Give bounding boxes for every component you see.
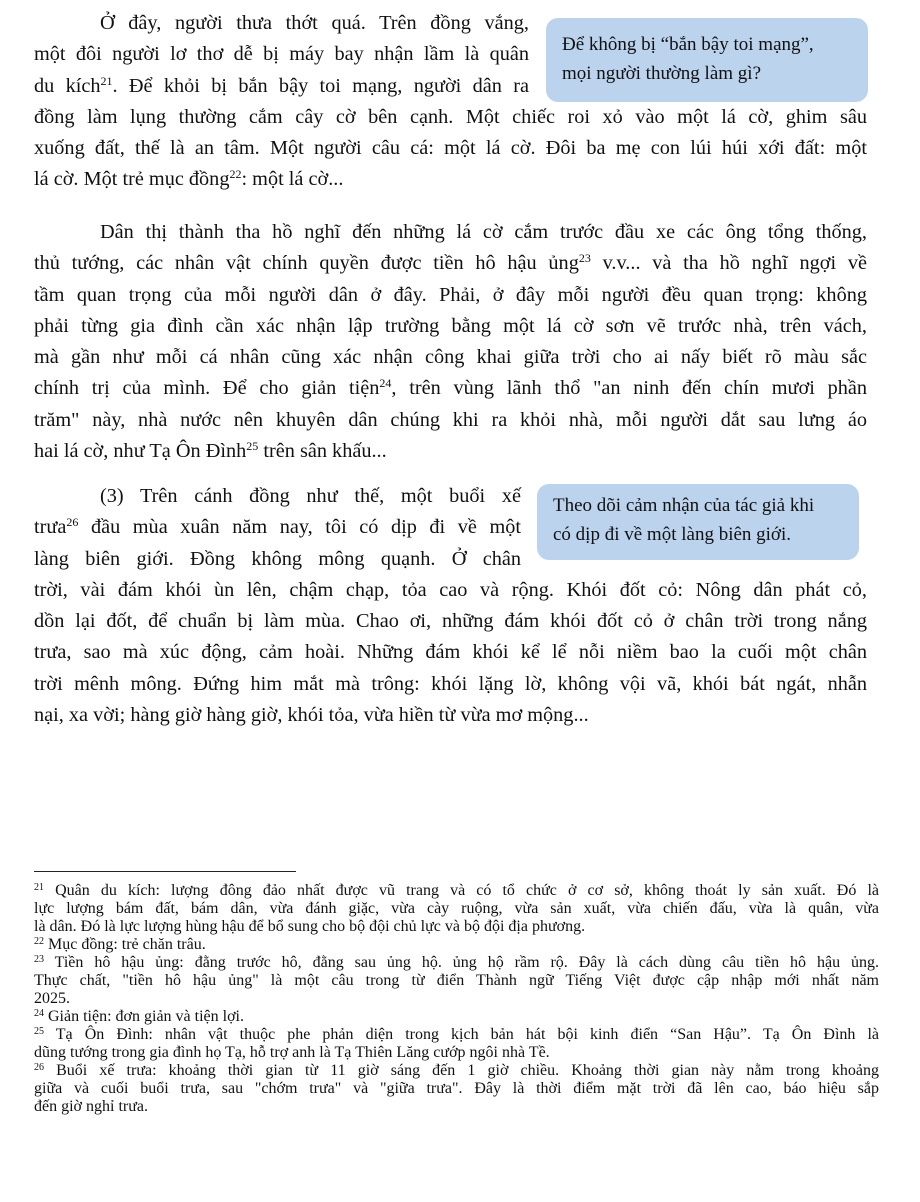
text-line [34,1062,879,1080]
text-run: tầm quan trọng của mỗi người dân ở đây. Phải, ở đây mỗi người đều quan trọng: không [34,283,867,306]
text-line [34,900,879,918]
footnote-ref: 25 [246,439,259,454]
note-line: Để không bị “bắn bậy toi mạng”, [562,34,814,55]
footnote-ref: 22 [229,167,242,182]
text-run: một đôi người lơ thơ dễ bị máy bay nhận lầm là quân [34,43,529,66]
text-run: phải từng gia đình cần xác nhận lập trường bằng một lá cờ sơn vẽ trước nhà, trên vách, [34,314,867,337]
text-run: Tạ Ôn Đình: nhân vật thuộc phe phản diện trong kịch bản hát bội kinh điển “San Hậu”. Tạ Ôn Đình là [44,1026,879,1043]
text-run: Dân thị thành tha hồ nghĩ đến những lá cờ cắm trước đầu xe các ông tổng thống, [100,221,867,243]
text-line [34,311,867,342]
text-run: , trên vùng lãnh thổ "an ninh đến chín mươi phần [391,377,867,400]
text-run: giữa và cuối buổi trưa, sau "chớm trưa" và "giữa trưa". Đây là thời điểm mặt trời đã lên cao, báo hiệu sắp [34,1080,879,1097]
text-line [34,882,879,900]
note-line: Theo dõi cảm nhận của tác giả khi [553,495,815,516]
text-run: làng biên giới. Đồng không mông quạnh. Ở chân [34,547,521,570]
text-run: trưa [34,516,67,539]
text-line [34,954,879,972]
text-run: đến giờ nghỉ trưa. [34,1098,148,1115]
text-run: Thực chất, "tiền hô hậu ủng" là một câu trong từ điển Thành ngữ Tiếng Việt được cập nhập mới nhất năm [34,972,879,989]
text-line [34,512,521,543]
note-line: mọi người thường làm gì? [562,63,762,84]
text-line [34,373,867,404]
text-run: dũng tướng trong gia đình họ Tạ, hỗ trợ anh là Tạ Thiên Lăng cướp ngôi nhà Tề. [34,1044,550,1061]
text-line [34,481,521,512]
text-line [34,248,867,279]
text-run: trên sân khấu... [258,440,387,463]
text-run: đầu mùa xuân năm nay, tôi có dịp đi về một [78,516,521,539]
footnote-ref: 26 [34,1062,44,1073]
footnote-ref: 22 [34,936,44,947]
text-line [34,1008,879,1026]
text-run: chính trị của mình. Để cho giản tiện [34,377,380,400]
footnote-ref: 21 [34,882,44,893]
text-line [34,669,867,700]
footnote-ref: 26 [66,515,79,530]
text-run: xuống đất, thế là an tâm. Một người câu cá: một lá cờ. Đôi ba mẹ con lúi húi xới đất: một [34,137,867,160]
footnote-separator [34,871,296,872]
text-line [34,990,879,1008]
text-run: Buổi xế trưa: khoảng thời gian từ 11 giờ sáng đến 1 giờ chiều. Khoảng thời gian này nằm trong khoảng [44,1062,879,1079]
text-run: 2025. [34,990,70,1007]
text-run: Giản tiện: đơn giản và tiện lợi. [44,1008,244,1025]
footnotes [34,882,879,1116]
text-line [34,918,879,936]
text-run: trăm" này, nhà nước nên khuyên dân chúng khi ra khỏi nhà, mỗi người dắt sau lưng áo [34,408,867,431]
text-run: : một lá cờ... [241,168,344,191]
text-run: trưa, sao mà xúc động, cảm hoài. Những đám khói kể lể nỗi niềm bao la cuối một chân [34,641,867,664]
footnote-ref: 24 [379,376,392,391]
text-run: lá cờ. Một trẻ mục đồng [34,168,230,191]
text-line [34,164,867,195]
text-run: trời, vài đám khói ùn lên, chậm chạp, tỏa cao và rộng. Khói đốt cỏ: Nông dân phát cỏ, [34,578,867,601]
footnote-ref: 25 [34,1026,44,1037]
question-note-2 [537,484,859,560]
text-run: Ở đây, người thưa thớt quá. Trên đồng vắng, [100,12,529,34]
text-line [34,217,867,248]
text-run: là dân. Đó là lực lượng hùng hậu để bổ sung cho bộ đội chủ lực và bộ đội địa phương. [34,918,586,935]
text-run: mà gần như mỗi cá nhân cũng xác nhận công khai giữa trời cho ai nấy biết rõ màu sắc [34,346,867,369]
text-line [34,405,867,436]
text-line [34,637,867,668]
footnote-ref: 21 [100,73,113,88]
text-run: (3) Trên cánh đồng như thế, một buổi xế [100,485,521,507]
text-line [34,1098,879,1116]
text-line [34,606,867,637]
text-line [34,1080,879,1098]
text-run: hai lá cờ, như Tạ Ôn Đình [34,440,247,463]
text-run: Mục đồng: trẻ chăn trâu. [44,936,206,953]
text-run: v.v... và tha hồ nghĩ ngợi về [590,252,867,275]
text-line [34,936,879,954]
text-line [34,133,867,164]
note-line: có dịp đi về một làng biên giới. [553,524,792,545]
text-run: dồn lại đốt, để chuẩn bị làm mùa. Chao ơi, những đám khói đốt cỏ ở chân trời trong nắng [34,610,867,633]
footnote-ref: 24 [34,1008,44,1019]
footnote-ref: 23 [578,251,591,266]
text-run: đồng làm lụng thường cắm cây cờ bên cạnh. Một chiếc roi xỏ vào một lá cờ, ghim sâu [34,105,867,128]
text-line [34,436,867,467]
text-run: Quân du kích: lượng đông đảo nhất được vũ trang và có tổ chức ở cơ sở, không thoát ly sản xuất. Đó là [44,882,879,899]
text-line [34,8,529,39]
text-line [34,1026,879,1044]
text-line [34,700,867,731]
text-run: trời mênh mông. Đứng him mắt mà trông: khói lặng lờ, không vội vã, khói bát ngát, nhẫn [34,672,867,695]
footnote-ref: 23 [34,954,44,965]
text-run: Tiền hô hậu ủng: đằng trước hô, đằng sau ủng hộ. ủng hộ rầm rộ. Đây là cách dùng câu tiền hô hậu ủng. [44,954,879,971]
text-run: lực lượng bám đất, bám dân, vừa đánh giặc, vừa cày ruộng, vừa sản xuất, vừa chiến đấu, vừa là quân, vừa [34,900,879,917]
text-line [34,39,529,70]
paragraph-2 [34,217,867,467]
text-line [34,972,879,990]
text-line [34,71,529,102]
text-run: du kích [34,74,101,97]
text-line [34,575,867,606]
text-run: thủ tướng, các nhân vật chính quyền được tiền hô hậu ủng [34,252,579,275]
question-note-1 [546,18,868,102]
text-line [34,544,521,575]
text-line [34,102,867,133]
text-line [34,342,867,373]
text-line [34,1044,879,1062]
text-line [34,280,867,311]
text-run: nại, xa vời; hàng giờ hàng giờ, khói tỏa, vừa hiền từ vừa mơ mộng... [34,704,589,727]
text-run: . Để khỏi bị bắn bậy toi mạng, người dân ra [112,74,529,97]
